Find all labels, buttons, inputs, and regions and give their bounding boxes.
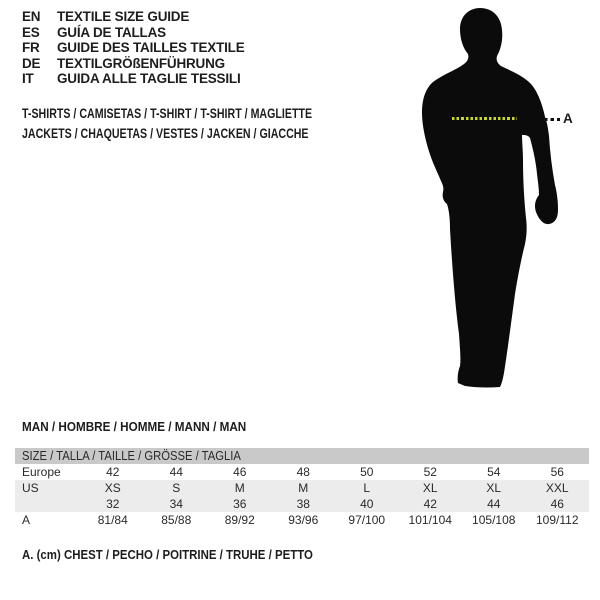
cell: XL xyxy=(422,481,438,495)
cell: 48 xyxy=(296,465,310,479)
cell: 44 xyxy=(169,465,183,479)
lang-row-de xyxy=(22,56,245,72)
lang-code: FR xyxy=(22,40,40,56)
cell: 89/92 xyxy=(224,513,255,527)
measure-leader-dash-line xyxy=(544,118,560,121)
size-table xyxy=(15,448,589,528)
cell: M xyxy=(234,481,245,495)
lang-row-it xyxy=(22,71,245,87)
lang-label: GUIDE DES TAILLES TEXTILE xyxy=(57,40,245,56)
footnote-chest-legend: A. (cm) CHEST / PECHO / POITRINE / TRUHE / PETTO xyxy=(22,547,313,562)
cell: 44 xyxy=(487,497,501,511)
lang-code: ES xyxy=(22,24,40,40)
cell: 105/108 xyxy=(472,513,516,527)
size-table-header-text: SIZE / TALLA / TAILLE / GRÖSSE / TAGLIA xyxy=(22,449,241,463)
lang-label: TEXTILGRÖßENFÜHRUNG xyxy=(57,55,225,71)
cell: L xyxy=(363,481,371,495)
cell: 34 xyxy=(169,497,183,511)
cell: XS xyxy=(104,481,121,495)
lang-row-fr xyxy=(22,40,245,56)
cell: XL xyxy=(486,481,502,495)
cell: 38 xyxy=(296,497,310,511)
chest-measure-dash-line xyxy=(452,117,517,120)
cell: 97/100 xyxy=(348,513,386,527)
category-line-tshirts: T-SHIRTS / CAMISETAS / T-SHIRT / T-SHIRT / MAGLIETTE xyxy=(22,105,313,121)
cell: 40 xyxy=(360,497,374,511)
section-heading-man: MAN / HOMBRE / HOMME / MANN / MAN xyxy=(22,419,247,434)
table-row-us xyxy=(15,480,589,496)
lang-row-es xyxy=(22,25,245,41)
table-row-chest-cm xyxy=(15,512,589,528)
cell: XXL xyxy=(545,481,569,495)
language-list xyxy=(22,9,245,87)
cell: M xyxy=(298,481,309,495)
cell: 52 xyxy=(423,465,437,479)
cell: S xyxy=(172,481,181,495)
category-line-jackets: JACKETS / CHAQUETAS / VESTES / JACKEN / GIACCHE xyxy=(22,124,309,141)
row-label xyxy=(15,496,81,512)
lang-row-en xyxy=(22,9,245,25)
row-label: US xyxy=(22,481,39,495)
cell: 85/88 xyxy=(161,513,192,527)
lang-label: TEXTILE SIZE GUIDE xyxy=(57,9,190,24)
table-row-us-numeric xyxy=(15,496,589,512)
lang-label: GUIDA ALLE TAGLIE TESSILI xyxy=(57,71,241,87)
cell: 32 xyxy=(106,497,120,511)
lang-code: DE xyxy=(22,55,41,71)
man-figure xyxy=(413,4,588,396)
lang-code: IT xyxy=(22,71,34,87)
row-label: A xyxy=(22,513,31,527)
cell: 81/84 xyxy=(97,513,128,527)
cell: 54 xyxy=(487,465,501,479)
lang-code: EN xyxy=(22,9,41,24)
size-table-header xyxy=(15,448,589,464)
man-silhouette xyxy=(413,4,568,394)
cell: 36 xyxy=(233,497,247,511)
cell: 50 xyxy=(360,465,374,479)
cell: 42 xyxy=(106,465,120,479)
cell: 46 xyxy=(550,497,564,511)
cell: 109/112 xyxy=(536,513,579,527)
cell: 46 xyxy=(233,465,247,479)
cell: 56 xyxy=(550,465,564,479)
row-label: Europe xyxy=(22,465,61,479)
table-row-europe xyxy=(15,464,589,480)
lang-label: GUÍA DE TALLAS xyxy=(57,24,166,40)
garment-categories xyxy=(22,104,404,143)
cell: 42 xyxy=(423,497,437,511)
cell: 101/104 xyxy=(408,513,452,527)
cell: 93/96 xyxy=(288,513,319,527)
measure-label-a: A xyxy=(563,111,573,126)
